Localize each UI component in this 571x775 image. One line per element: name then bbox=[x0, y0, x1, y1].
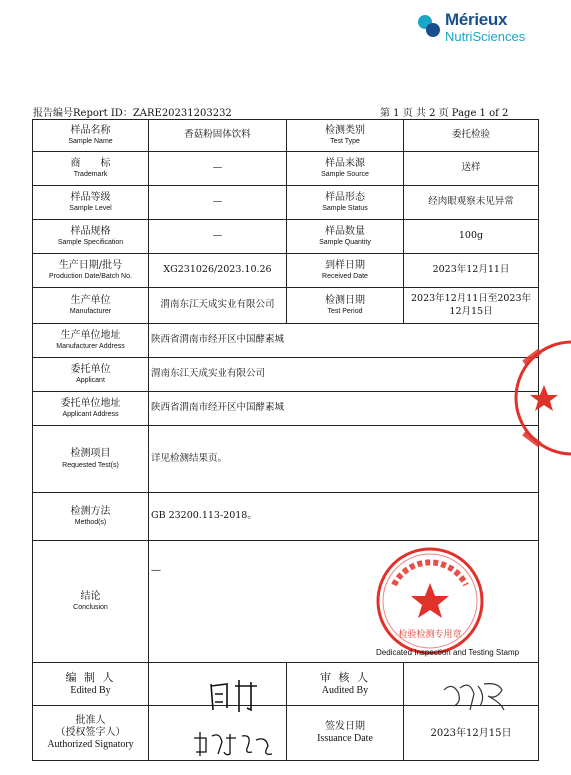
audited-by-label: 审 核 人 Audited By bbox=[287, 663, 404, 706]
sample-source-value: 送样 bbox=[404, 152, 539, 186]
page-number: 第 1 页 共 2 页 Page 1 of 2 bbox=[380, 108, 509, 119]
applicant-address-value: 陕西省渭南市经开区中国酵素城 bbox=[149, 392, 539, 426]
table-row bbox=[33, 120, 539, 152]
table-row bbox=[33, 186, 539, 220]
applicant-address-label: 委托单位地址 Applicant Address bbox=[33, 392, 149, 426]
manufacturer-address-label: 生产单位地址 Manufacturer Address bbox=[33, 324, 149, 358]
sample-level-value: — bbox=[149, 186, 287, 220]
test-period-value: 2023年12月11日至2023年12月15日 bbox=[404, 288, 539, 324]
table-row bbox=[33, 392, 539, 426]
issuance-date-label: 签发日期 Issuance Date bbox=[287, 706, 404, 761]
issuance-date-value: 2023年12月15日 bbox=[404, 706, 539, 761]
requested-tests-label: 检测项目 Requested Test(s) bbox=[33, 426, 149, 493]
table-row bbox=[33, 152, 539, 186]
methods-label: 检测方法 Method(s) bbox=[33, 493, 149, 541]
manufacturer-address-value: 陕西省渭南市经开区中国酵素城 bbox=[149, 324, 539, 358]
report-table bbox=[32, 119, 539, 761]
table-row bbox=[33, 358, 539, 392]
requested-tests-value: 详见检测结果页。 bbox=[149, 426, 539, 493]
table-row bbox=[33, 324, 539, 358]
test-period-label: 检测日期 Test Period bbox=[287, 288, 404, 324]
conclusion-label: 结论 Conclusion bbox=[33, 541, 149, 663]
sample-name-value: 香菇粉固体饮料 bbox=[149, 120, 287, 152]
sample-source-label: 样品来源 Sample Source bbox=[287, 152, 404, 186]
sample-status-label: 样品形态 Sample Status bbox=[287, 186, 404, 220]
edited-by-signature bbox=[205, 676, 265, 716]
authorized-label: 批准人 （授权签字人） Authorized Signatory bbox=[33, 706, 149, 761]
conclusion-value: — bbox=[151, 565, 161, 576]
company-logo bbox=[415, 10, 565, 50]
table-row bbox=[33, 493, 539, 541]
test-type-value: 委托检验 bbox=[404, 120, 539, 152]
edited-by-label: 编 制 人 Edited By bbox=[33, 663, 149, 706]
svg-text:检验检测专用章: 检验检测专用章 bbox=[398, 630, 462, 640]
authorized-signature bbox=[190, 728, 275, 760]
sample-name-label: 样品名称 Sample Name bbox=[33, 120, 149, 152]
edge-stamp-icon bbox=[510, 333, 571, 463]
audited-by-signature bbox=[440, 676, 510, 716]
logo-line1: Mérieux bbox=[445, 10, 508, 29]
sample-spec-value: — bbox=[149, 220, 287, 254]
table-row bbox=[33, 288, 539, 324]
sample-status-value: 经肉眼观察未见异常 bbox=[404, 186, 539, 220]
production-date-value: XG231026/2023.10.26 bbox=[149, 254, 287, 288]
applicant-label: 委托单位 Applicant bbox=[33, 358, 149, 392]
sample-spec-label: 样品规格 Sample Specification bbox=[33, 220, 149, 254]
test-type-label: 检测类别 Test Type bbox=[287, 120, 404, 152]
table-row bbox=[33, 426, 539, 493]
table-row bbox=[33, 254, 539, 288]
sample-quantity-value: 100g bbox=[404, 220, 539, 254]
sample-level-label: 样品等级 Sample Level bbox=[33, 186, 149, 220]
sample-quantity-label: 样品数量 Sample Quantity bbox=[287, 220, 404, 254]
applicant-value: 渭南东江天成实业有限公司 bbox=[149, 358, 539, 392]
manufacturer-label: 生产单位 Manufacturer bbox=[33, 288, 149, 324]
methods-value: GB 23200.113-2018。 bbox=[149, 493, 539, 541]
received-date-value: 2023年12月11日 bbox=[404, 254, 539, 288]
stamp-caption: Dedicated Inspection and Testing Stamp bbox=[376, 648, 520, 657]
production-date-label: 生产日期/批号 Production Date/Batch No. bbox=[33, 254, 149, 288]
manufacturer-value: 渭南东江天成实业有限公司 bbox=[149, 288, 287, 324]
report-id: 报告编号Report ID：ZARE20231203232 bbox=[33, 108, 232, 119]
table-row bbox=[33, 220, 539, 254]
trademark-value: — bbox=[149, 152, 287, 186]
trademark-label: 商 标 Trademark bbox=[33, 152, 149, 186]
received-date-label: 到样日期 Received Date bbox=[287, 254, 404, 288]
logo-line2: NutriSciences bbox=[445, 29, 526, 44]
logo-mark-icon bbox=[415, 12, 443, 40]
inspection-stamp-icon bbox=[374, 545, 486, 657]
